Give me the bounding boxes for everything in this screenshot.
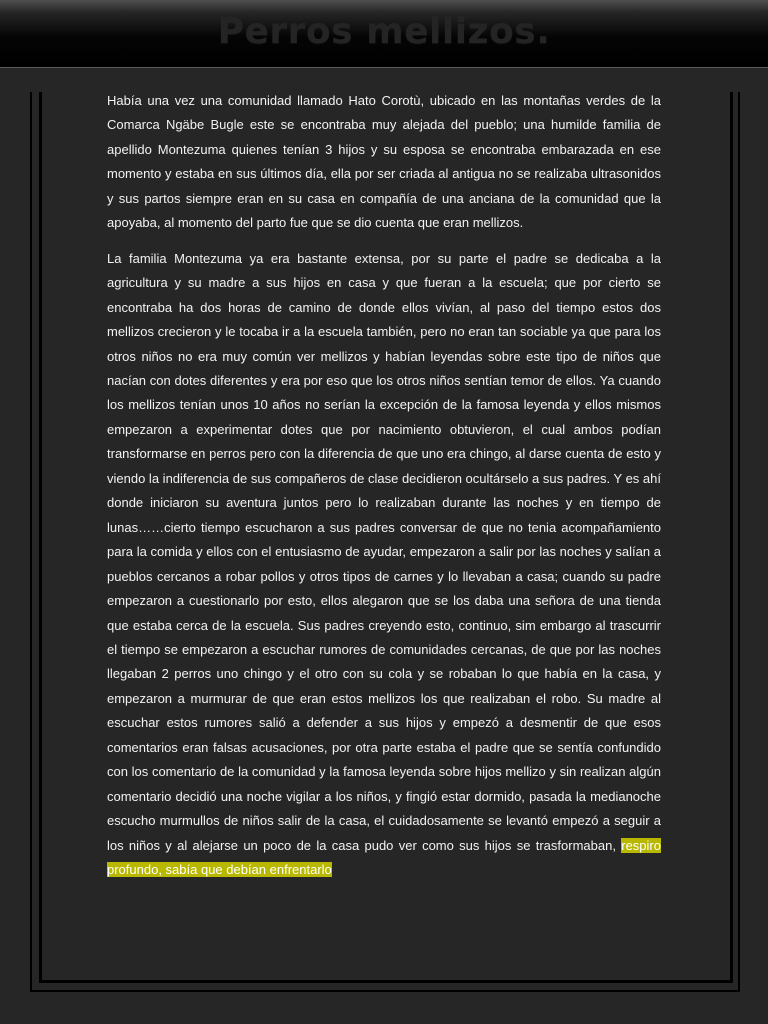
page-title: Perros mellizos. (217, 11, 551, 52)
story-body (107, 89, 661, 883)
story-paragraph-2 (107, 247, 661, 883)
story-paragraph-2-text: La familia Montezuma ya era bastante extensa, por su parte el padre se dedicaba a la agricultura y su madre a sus hijos en casa y que fueran a la escuela; que por cierto se encontraba ha dos horas de camino de donde ellos vivían, al paso del tiempo estos dos mellizos crecieron y le tocaba ir a la escuela también, pero no eran tan sociable ya que para los otros niños no era muy común ver mellizos y habían leyendas sobre este tipo de niños que nacían con dotes diferentes y era por eso que los otros niños sentían temor de ellos. Ya cuando los mellizos tenían unos 10 años no serían la excepción de la famosa leyenda y ellos mismos empezaron a experimentar dotes que por nacimiento obtuvieron, el cual ambos podían transformarse en perros pero con la diferencia de que uno era chingo, al darse cuenta de esto y viendo la indiferencia de sus compañeros de clase decidieron ocultárselo a sus padres. Y es ahí donde iniciaron su aventura juntos pero lo realizaban durante las noches y en tiempo de lunas……cierto tiempo escucharon a sus padres conversar de que no tenia acompañamiento para la comida y ellos con el entusiasmo de ayudar, empezaron a salir por las noches y salían a pueblos cercanos a robar pollos y otros tipos de carnes y lo llevaban a casa; cuando su padre empezaron a cuestionarlo por esto, ellos alegaron que se los daba una señora de una tienda que estaba cerca de la escuela. Sus padres creyendo esto, continuo, sim embargo al trascurrir el tiempo se empezaron a escuchar rumores de comunidades cercanas, de que por las noches llegaban 2 perros uno chingo y el otro con su cola y se robaban lo que había en la casa, y empezaron a murmurar de que eran estos mellizos los que realizaban el robo. Su madre al escuchar estos rumores salió a defender a sus hijos y empezó a desmentir de que esos comentarios eran falsas acusaciones, por otra parte estaba el padre que se sentía confundido con los comentario de la comunidad y la famosa leyenda sobre hijos mellizo y sin realizan algún comentario decidió una noche vigilar a los niños, y fingió estar dormido, pasada la medianoche escucho murmullos de niños salir de la casa, el cuidadosamente se levantó empezó a seguir a los niños y al alejarse un poco de la casa pudo ver como sus hijos se trasformaban, (107, 250, 661, 853)
story-paragraph-1: Había una vez una comunidad llamado Hato Corotù, ubicado en las montañas verdes de la Comarca Ngäbe Bugle este se encontraba muy alejada del pueblo; una humilde familia de apellido Montezuma quienes tenían 3 hijos y su esposa se encontraba embarazada en ese momento y estaba en sus últimos día, ella por ser criada al antigua no se realizaba ultrasonidos y sus partos siempre eran en su casa en compañía de una anciana de la comunidad que la apoyaba, al momento del parto fue que se dio cuenta que eran mellizos. (107, 93, 661, 231)
highlighted-text: respiro profundo, sabía que debían enfrentarlo (107, 837, 661, 878)
header-bar (0, 0, 768, 68)
